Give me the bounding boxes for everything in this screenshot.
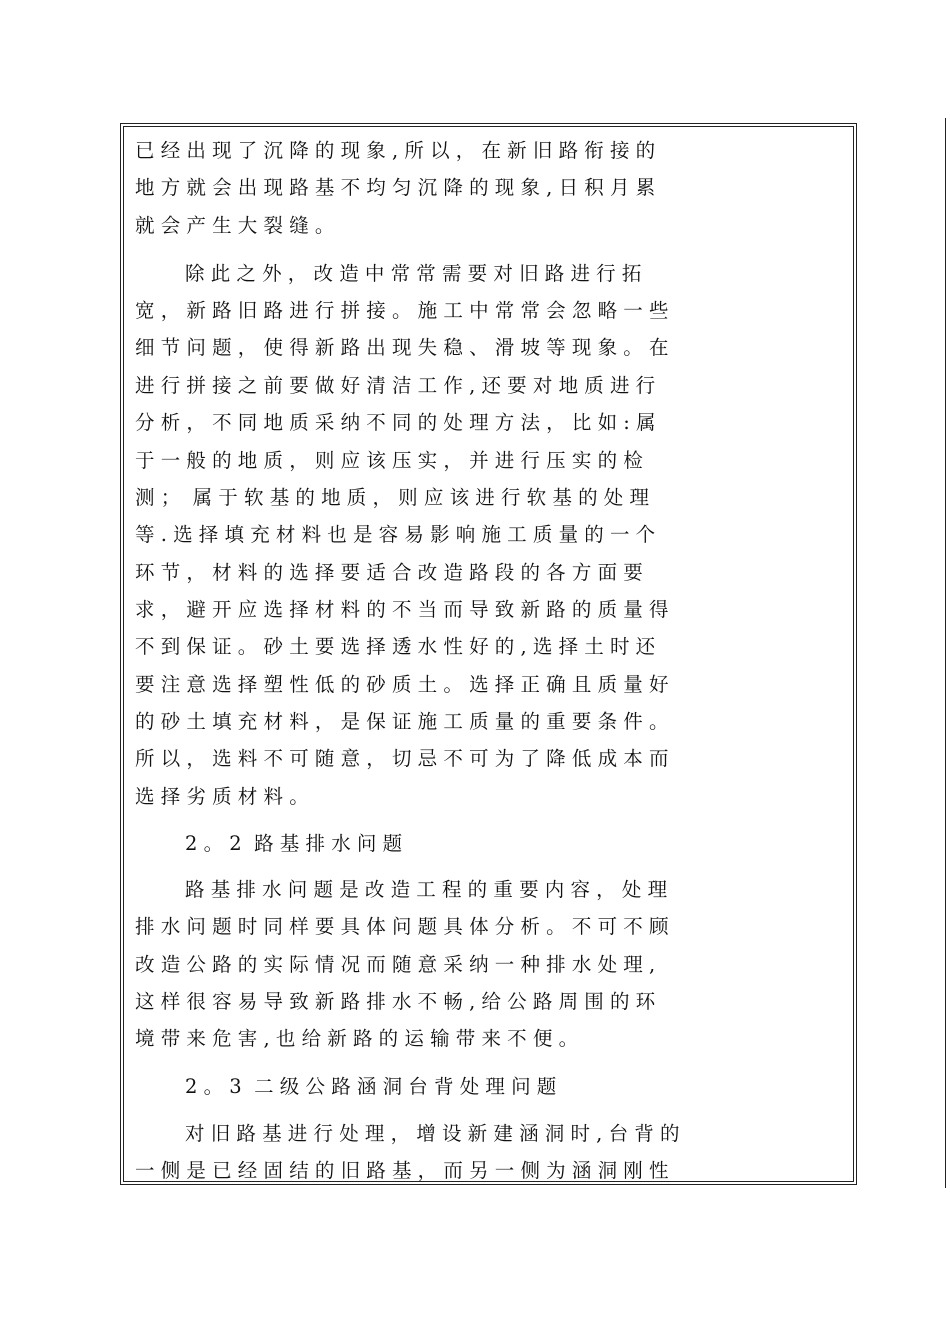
text-line: 境 带 来 危 害 , 也 给 新 路 的 运 输 带 来 不 便 。 (135, 1027, 579, 1050)
text-line: 排 水 问 题 时 同 样 要 具 体 问 题 具 体 分 析 。 不 可 不 顾 (135, 915, 669, 938)
right-margin-rule (945, 118, 946, 1188)
section-heading: 2 。 2 路 基 排 水 问 题 (185, 832, 403, 855)
text-line: 于 一 般 的 地 质 ， 则 应 该 压 实 ， 并 进 行 压 实 的 检 (135, 449, 643, 472)
paragraph-first-line: 路 基 排 水 问 题 是 改 造 工 程 的 重 要 内 容 ， 处 理 (185, 878, 668, 901)
text-line: 等 . 选 择 填 充 材 料 也 是 容 易 影 响 施 工 质 量 的 一 个 (135, 523, 656, 546)
text-line: 的 砂 土 填 充 材 料 ， 是 保 证 施 工 质 量 的 重 要 条 件 。 (135, 710, 669, 733)
text-line: 这 样 很 容 易 导 致 新 路 排 水 不 畅 , 给 公 路 周 围 的 环 (135, 990, 656, 1013)
text-line: 选 择 劣 质 材 料 。 (135, 785, 309, 808)
text-line: 不 到 保 证 。 砂 土 要 选 择 透 水 性 好 的 , 选 择 土 时 还 (135, 635, 656, 658)
text-line: 一 侧 是 已 经 固 结 的 旧 路 基 ， 而 另 一 侧 为 涵 洞 刚 性 (135, 1159, 669, 1182)
text-line: 分 析 ， 不 同 地 质 采 纳 不 同 的 处 理 方 法 ， 比 如 : 属 (135, 411, 656, 434)
paragraph-first-line: 对 旧 路 基 进 行 处 理 ， 增 设 新 建 涵 洞 时 , 台 背 的 (185, 1122, 680, 1145)
text-line: 改 造 公 路 的 实 际 情 况 而 随 意 采 纳 一 种 排 水 处 理 , (135, 953, 656, 976)
text-line: 环 节 ， 材 料 的 选 择 要 适 合 改 造 路 段 的 各 方 面 要 (135, 561, 643, 584)
text-line: 要 注 意 选 择 塑 性 低 的 砂 质 土 。 选 择 正 确 且 质 量 好 (135, 673, 669, 696)
section-heading: 2 。 3 二 级 公 路 涵 洞 台 背 处 理 问 题 (185, 1075, 557, 1098)
text-line: 求 ， 避 开 应 选 择 材 料 的 不 当 而 导 致 新 路 的 质 量 得 (135, 598, 669, 621)
text-line: 宽 ， 新 路 旧 路 进 行 拼 接 。 施 工 中 常 常 会 忽 略 一 些 (135, 299, 669, 322)
text-line: 所 以 ， 选 料 不 可 随 意 ， 切 忌 不 可 为 了 降 低 成 本 而 (135, 747, 669, 770)
paragraph-first-line: 除 此 之 外 ， 改 造 中 常 常 需 要 对 旧 路 进 行 拓 (185, 262, 642, 285)
text-line: 进 行 拼 接 之 前 要 做 好 清 洁 工 作 , 还 要 对 地 质 进 行 (135, 374, 656, 397)
text-line: 地 方 就 会 出 现 路 基 不 均 匀 沉 降 的 现 象 , 日 积 月 累 (135, 176, 656, 199)
text-line: 就 会 产 生 大 裂 缝 。 (135, 214, 335, 237)
text-line: 测 ； 属 于 软 基 的 地 质 ， 则 应 该 进 行 软 基 的 处 理 (135, 486, 649, 509)
text-line: 细 节 问 题 ， 使 得 新 路 出 现 失 稳 、 滑 坡 等 现 象 。 在 (135, 336, 669, 359)
text-line: 已 经 出 现 了 沉 降 的 现 象 , 所 以 ， 在 新 旧 路 衔 接 的 (135, 139, 656, 162)
